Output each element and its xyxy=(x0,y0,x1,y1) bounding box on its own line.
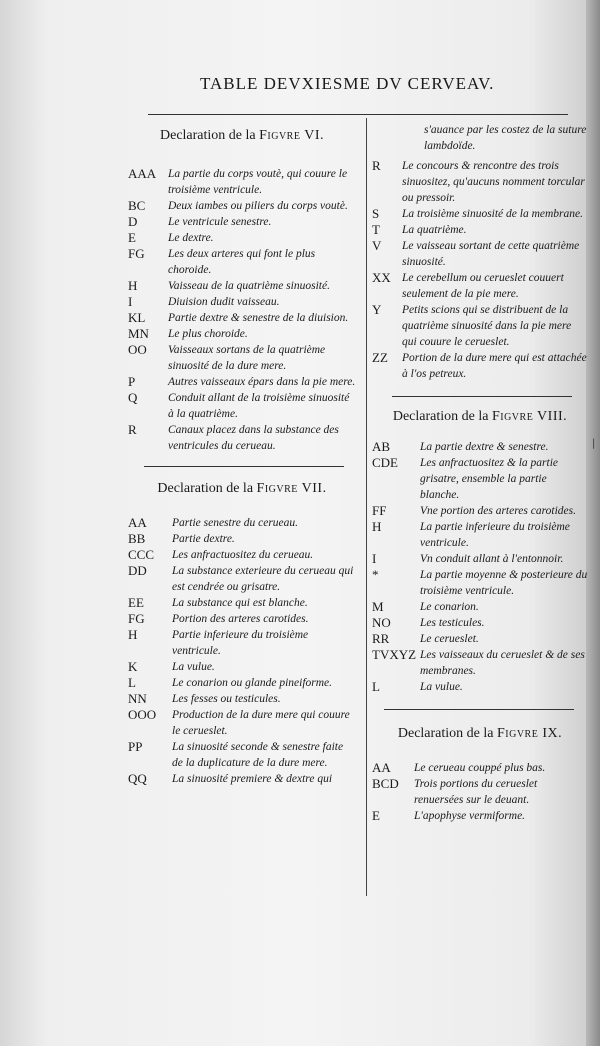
legend-text: Le cerueslet. xyxy=(420,633,479,645)
legend-entry xyxy=(128,531,356,547)
legend-text: L'apophyse vermiforme. xyxy=(414,810,526,822)
legend-text: La vulue. xyxy=(420,681,463,693)
legend-text: La quatrième. xyxy=(402,224,467,236)
fig8-rule xyxy=(384,709,574,710)
legend-text: Le concours & rencontre des trois sinuositez, qu'aucuns nomment torcular ou pressoir. xyxy=(402,160,585,204)
column-divider xyxy=(366,118,367,896)
fig7-end-rule xyxy=(392,396,572,397)
legend-label: BC xyxy=(128,198,146,213)
legend-text: Le conarion. xyxy=(420,601,479,613)
legend-text: Les vaisseaux du cerueslet & de ses membranes. xyxy=(420,649,585,677)
legend-label: M xyxy=(372,599,384,614)
legend-label: V xyxy=(372,238,382,253)
legend-label: AB xyxy=(372,439,391,454)
legend-label: Q xyxy=(128,390,138,405)
legend-label: FG xyxy=(128,246,145,261)
page-header: TABLE DEVXIESME DV CERVEAV. xyxy=(200,74,495,93)
legend-label: T xyxy=(372,222,380,237)
legend-label: L xyxy=(128,675,136,690)
legend-text: Les anfractuositez & la partie grisatre, ensemble la partie blanche. xyxy=(420,457,558,501)
legend-label: MN xyxy=(128,326,149,341)
legend-entry xyxy=(128,547,356,563)
legend-label: DD xyxy=(128,563,147,578)
legend-label: PP xyxy=(128,739,143,754)
legend-text: Autres vaisseaux épars dans la pie mere. xyxy=(168,376,356,388)
legend-label: I xyxy=(128,294,133,309)
legend-entry xyxy=(128,310,356,326)
legend-entry xyxy=(128,611,356,627)
legend-text: La partie moyenne & posterieure du troisième ventricule. xyxy=(420,569,588,597)
fig8-title xyxy=(372,409,588,425)
legend-entry xyxy=(128,739,356,771)
legend-entry xyxy=(128,675,356,691)
fig7-continued-entries xyxy=(372,158,588,382)
legend-entry xyxy=(372,615,588,631)
legend-text: La partie inferieure du troisième ventricule. xyxy=(420,521,570,549)
legend-entry xyxy=(128,374,356,390)
legend-text: Canaux placez dans la substance des ventricules du cerueau. xyxy=(168,424,339,452)
legend-label: S xyxy=(372,206,380,221)
legend-label: OO xyxy=(128,342,147,357)
legend-text: La partie du corps voutè, qui couure le troisième ventricule. xyxy=(168,168,348,196)
legend-entry xyxy=(128,515,356,531)
legend-entry xyxy=(128,659,356,675)
legend-label: I xyxy=(372,551,377,566)
legend-text: Deux iambes ou piliers du corps voutè. xyxy=(168,200,348,212)
legend-entry xyxy=(372,222,588,238)
legend-label: H xyxy=(372,519,382,534)
legend-label: * xyxy=(372,567,379,582)
legend-entry xyxy=(372,519,588,551)
legend-label: R xyxy=(128,422,137,437)
legend-label: K xyxy=(128,659,138,674)
legend-text: Le conarion ou glande pineiforme. xyxy=(172,677,333,689)
legend-text: Le plus choroide. xyxy=(168,328,248,340)
legend-entry xyxy=(372,455,588,503)
legend-text: La troisième sinuosité de la membrane. xyxy=(402,208,584,220)
legend-text: Vaisseau de la quatrième sinuosité. xyxy=(168,280,330,292)
legend-text: Vne portion des arteres carotides. xyxy=(420,505,576,517)
legend-text: Les fesses ou testicules. xyxy=(172,693,281,705)
legend-entry xyxy=(372,270,588,302)
legend-entry xyxy=(372,238,588,270)
legend-label: TVXYZ xyxy=(372,647,417,662)
legend-label: CDE xyxy=(372,455,398,470)
legend-text: Les testicules. xyxy=(420,617,485,629)
legend-entry xyxy=(372,551,588,567)
legend-label: E xyxy=(372,808,380,823)
legend-text: Trois portions du cerueslet renuersées sur le deuant. xyxy=(414,778,538,806)
legend-entry xyxy=(128,166,356,198)
legend-label: RR xyxy=(372,631,390,646)
legend-text: Conduit allant de la troisième sinuosité à la quatrième. xyxy=(168,392,350,420)
legend-label: E xyxy=(128,230,136,245)
legend-entry xyxy=(372,631,588,647)
margin-bleed-mark: | xyxy=(592,438,596,449)
legend-label: FF xyxy=(372,503,387,518)
legend-label: AAA xyxy=(128,166,157,181)
legend-entry xyxy=(128,198,356,214)
legend-label: FG xyxy=(128,611,145,626)
legend-text: Production de la dure mere qui couure le cerueslet. xyxy=(172,709,350,737)
legend-entry xyxy=(128,342,356,374)
fig7-title-figure: Figvre VII. xyxy=(256,481,327,496)
legend-entry xyxy=(128,390,356,422)
legend-label: H xyxy=(128,627,138,642)
legend-label: D xyxy=(128,214,138,229)
legend-text: La substance exterieure du cerueau qui est cendrée ou grisatre. xyxy=(172,565,354,593)
legend-label: NN xyxy=(128,691,147,706)
legend-label: ZZ xyxy=(372,350,388,365)
legend-text: Partie dextre & senestre de la diuision. xyxy=(168,312,349,324)
legend-label: CCC xyxy=(128,547,155,562)
legend-entry xyxy=(128,326,356,342)
fig6-title-figure: Figvre VI. xyxy=(259,128,324,143)
legend-text: Petits scions qui se distribuent de la quatrième sinuosité dans la pie mere qui couure le cerueslet. xyxy=(402,304,572,348)
fig6-title xyxy=(128,128,356,144)
legend-text: Portion de la dure mere qui est attachée à l'os petreux. xyxy=(402,352,587,380)
legend-entry xyxy=(128,422,356,454)
legend-entry xyxy=(128,707,356,739)
page-edge xyxy=(586,0,600,1046)
legend-entry xyxy=(128,246,356,278)
legend-entry xyxy=(128,230,356,246)
legend-entry xyxy=(372,599,588,615)
legend-entry xyxy=(128,771,356,787)
legend-text: La vulue. xyxy=(172,661,215,673)
legend-entry xyxy=(372,350,588,382)
legend-entry xyxy=(372,158,588,206)
right-column xyxy=(372,122,588,824)
legend-text: La partie dextre & senestre. xyxy=(420,441,549,453)
legend-entry xyxy=(372,808,588,824)
legend-label: R xyxy=(372,158,381,173)
legend-text: La sinuosité seconde & senestre faite de la duplicature de la dure mere. xyxy=(172,741,344,769)
legend-entry xyxy=(372,302,588,350)
legend-text: Le cerebellum ou cerueslet couuert seulement de la pie mere. xyxy=(402,272,564,300)
legend-label: BB xyxy=(128,531,146,546)
legend-entry xyxy=(128,691,356,707)
fig6-rule xyxy=(144,466,344,467)
legend-text: Le dextre. xyxy=(168,232,214,244)
legend-entry xyxy=(128,595,356,611)
legend-entry xyxy=(128,627,356,659)
legend-entry xyxy=(372,760,588,776)
fig9-title xyxy=(372,726,588,742)
legend-label: H xyxy=(128,278,138,293)
legend-label: P xyxy=(128,374,136,389)
legend-text: Vn conduit allant à l'entonnoir. xyxy=(420,553,564,565)
legend-label: EE xyxy=(128,595,144,610)
fig7-title-lead: Declaration de la xyxy=(157,481,257,496)
legend-text: Les deux arteres qui font le plus choroide. xyxy=(168,248,316,276)
legend-text: Le ventricule senestre. xyxy=(168,216,272,228)
legend-label: BCD xyxy=(372,776,399,791)
legend-label: AA xyxy=(128,515,147,530)
fig9-title-lead: Declaration de la xyxy=(397,726,497,741)
legend-text: Partie dextre. xyxy=(172,533,235,545)
legend-entry xyxy=(128,294,356,310)
legend-text: La substance qui est blanche. xyxy=(172,597,308,609)
legend-text: La sinuosité premiere & dextre qui xyxy=(172,773,333,785)
fig6-title-lead: Declaration de la xyxy=(160,128,260,143)
left-column xyxy=(128,128,356,787)
legend-entry xyxy=(372,647,588,679)
legend-entry xyxy=(372,679,588,695)
fig7-title xyxy=(128,481,356,497)
legend-label: XX xyxy=(372,270,391,285)
legend-entry xyxy=(372,206,588,222)
legend-label: KL xyxy=(128,310,146,325)
legend-text: Portion des arteres carotides. xyxy=(172,613,309,625)
fig7-entries xyxy=(128,515,356,787)
header-rule xyxy=(148,114,568,115)
legend-entry xyxy=(372,776,588,808)
legend-text: Vaisseaux sortans de la quatrième sinuosité de la dure mere. xyxy=(168,344,326,372)
fig8-title-lead: Declaration de la xyxy=(392,409,492,424)
legend-text: Le cerueau couppé plus bas. xyxy=(414,762,546,774)
legend-entry xyxy=(372,503,588,519)
fig9-entries xyxy=(372,760,588,824)
legend-entry xyxy=(372,439,588,455)
legend-entry xyxy=(128,214,356,230)
legend-label: NO xyxy=(372,615,391,630)
legend-label: AA xyxy=(372,760,391,775)
continued-text: s'auance par les costez de la suture lambdoïde. xyxy=(424,124,587,152)
legend-entry xyxy=(128,563,356,595)
legend-text: Partie senestre du cerueau. xyxy=(172,517,299,529)
legend-entry xyxy=(128,278,356,294)
legend-entry xyxy=(372,567,588,599)
legend-label: L xyxy=(372,679,380,694)
legend-label: OOO xyxy=(128,707,157,722)
legend-label: Y xyxy=(372,302,382,317)
legend-text: Le vaisseau sortant de cette quatrième sinuosité. xyxy=(402,240,580,268)
legend-text: Diuision dudit vaisseau. xyxy=(168,296,280,308)
legend-text: Les anfractuositez du cerueau. xyxy=(172,549,314,561)
fig8-title-figure: Figvre VIII. xyxy=(491,409,568,424)
fig6-entries xyxy=(128,166,356,454)
legend-label: QQ xyxy=(128,771,147,786)
legend-text: Partie inferieure du troisième ventricule. xyxy=(172,629,309,657)
fig8-entries xyxy=(372,439,588,695)
fig9-title-figure: Figvre IX. xyxy=(497,726,563,741)
